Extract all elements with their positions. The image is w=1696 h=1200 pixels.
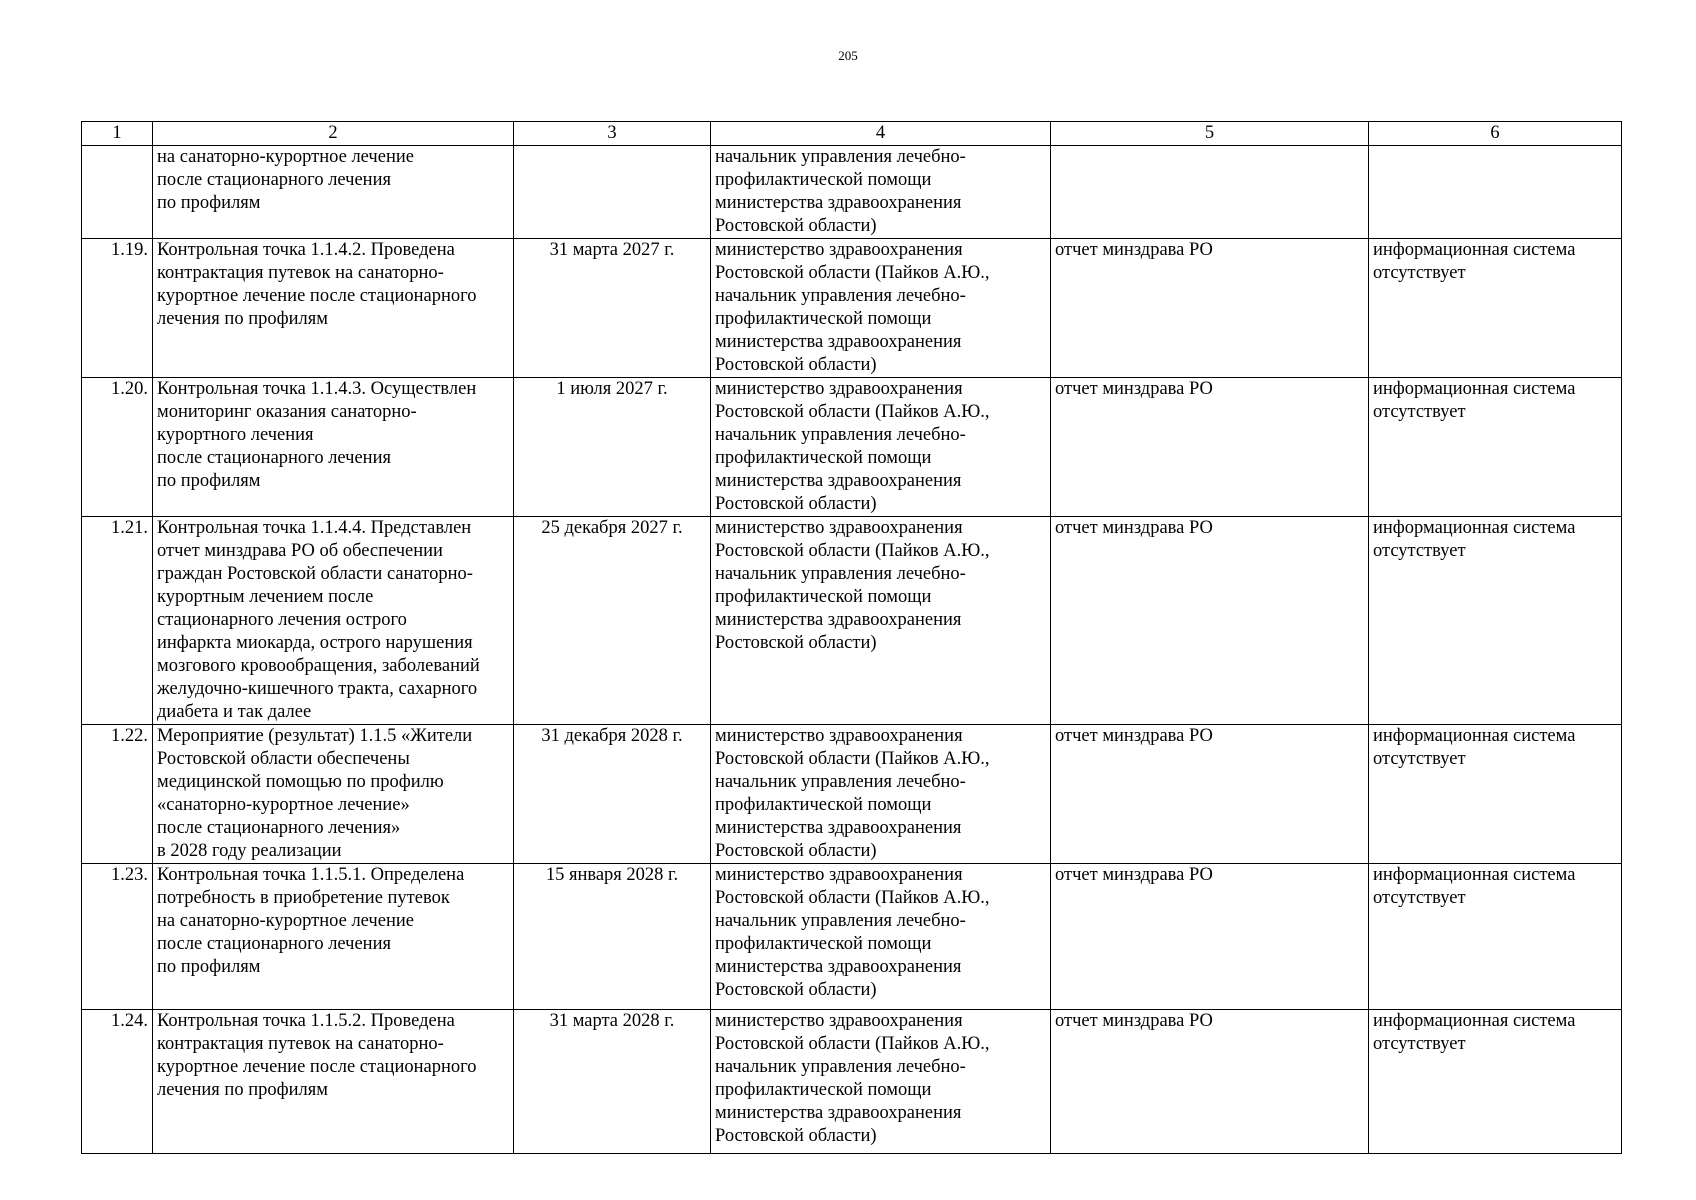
column-header: 3 (514, 122, 711, 146)
table-row (82, 517, 1622, 725)
event-name: Контрольная точка 1.1.4.3. Осуществлен мониторинг оказания санаторно- курортного лечения после стационарного лечения по профилям (153, 378, 514, 517)
information-system (1369, 146, 1622, 239)
event-name: на санаторно-курортное лечение после стационарного лечения по профилям (153, 146, 514, 239)
information-system: информационная система отсутствует (1369, 1010, 1622, 1154)
deadline-date: 1 июля 2027 г. (514, 378, 711, 517)
deadline-date: 31 марта 2028 г. (514, 1010, 711, 1154)
deadline-date: 15 января 2028 г. (514, 864, 711, 1010)
header-row (82, 122, 1622, 146)
confirming-document: отчет минздрава РО (1051, 239, 1369, 378)
column-header: 5 (1051, 122, 1369, 146)
responsible-executor: министерство здравоохранения Ростовской области (Пайков А.Ю., начальник управления лечебно- профилактической помощи министерства здравоохранения Ростовской области) (711, 517, 1051, 725)
responsible-executor: министерство здравоохранения Ростовской области (Пайков А.Ю., начальник управления лечебно- профилактической помощи министерства здравоохранения Ростовской области) (711, 864, 1051, 1010)
confirming-document: отчет минздрава РО (1051, 378, 1369, 517)
row-number: 1.24. (82, 1010, 153, 1154)
row-number: 1.21. (82, 517, 153, 725)
row-number: 1.22. (82, 725, 153, 864)
responsible-executor: министерство здравоохранения Ростовской области (Пайков А.Ю., начальник управления лечебно- профилактической помощи министерства здравоохранения Ростовской области) (711, 725, 1051, 864)
information-system: информационная система отсутствует (1369, 239, 1622, 378)
event-name: Контрольная точка 1.1.5.2. Проведена контрактация путевок на санаторно- курортное лечение после стационарного лечения по профилям (153, 1010, 514, 1154)
confirming-document: отчет минздрава РО (1051, 1010, 1369, 1154)
information-system: информационная система отсутствует (1369, 517, 1622, 725)
event-name: Мероприятие (результат) 1.1.5 «Жители Ростовской области обеспечены медицинской помощью по профилю «санаторно-курортное лечение» после стационарного лечения» в 2028 году реализации (153, 725, 514, 864)
event-name: Контрольная точка 1.1.4.2. Проведена контрактация путевок на санаторно- курортное лечение после стационарного лечения по профилям (153, 239, 514, 378)
table-row (82, 146, 1622, 239)
row-number: 1.23. (82, 864, 153, 1010)
confirming-document: отчет минздрава РО (1051, 517, 1369, 725)
table-row (82, 378, 1622, 517)
row-number (82, 146, 153, 239)
column-header: 6 (1369, 122, 1622, 146)
deadline-date: 31 декабря 2028 г. (514, 725, 711, 864)
responsible-executor: министерство здравоохранения Ростовской области (Пайков А.Ю., начальник управления лечебно- профилактической помощи министерства здравоохранения Ростовской области) (711, 1010, 1051, 1154)
table-row (82, 1010, 1622, 1154)
event-name: Контрольная точка 1.1.5.1. Определена потребность в приобретение путевок на санаторно-курортное лечение после стационарного лечения по профилям (153, 864, 514, 1010)
information-system: информационная система отсутствует (1369, 378, 1622, 517)
information-system: информационная система отсутствует (1369, 864, 1622, 1010)
responsible-executor: министерство здравоохранения Ростовской области (Пайков А.Ю., начальник управления лечебно- профилактической помощи министерства здравоохранения Ростовской области) (711, 239, 1051, 378)
deadline-date: 25 декабря 2027 г. (514, 517, 711, 725)
row-number: 1.19. (82, 239, 153, 378)
confirming-document (1051, 146, 1369, 239)
page-number: 205 (838, 48, 858, 63)
column-header: 1 (82, 122, 153, 146)
deadline-date: 31 марта 2027 г. (514, 239, 711, 378)
control-points-table (81, 121, 1622, 1154)
confirming-document: отчет минздрава РО (1051, 725, 1369, 864)
table-row (82, 864, 1622, 1010)
table-row (82, 239, 1622, 378)
event-name: Контрольная точка 1.1.4.4. Представлен отчет минздрава РО об обеспечении граждан Ростовской области санаторно- курортным лечением после стационарного лечения острого инфаркта миокарда, острого нарушения мозгового кровообращения, заболеваний желудочно-кишечного тракта, сахарного диабета и так далее (153, 517, 514, 725)
column-header: 4 (711, 122, 1051, 146)
column-header: 2 (153, 122, 514, 146)
table-row (82, 725, 1622, 864)
responsible-executor: начальник управления лечебно- профилактической помощи министерства здравоохранения Ростовской области) (711, 146, 1051, 239)
responsible-executor: министерство здравоохранения Ростовской области (Пайков А.Ю., начальник управления лечебно- профилактической помощи министерства здравоохранения Ростовской области) (711, 378, 1051, 517)
confirming-document: отчет минздрава РО (1051, 864, 1369, 1010)
deadline-date (514, 146, 711, 239)
row-number: 1.20. (82, 378, 153, 517)
information-system: информационная система отсутствует (1369, 725, 1622, 864)
